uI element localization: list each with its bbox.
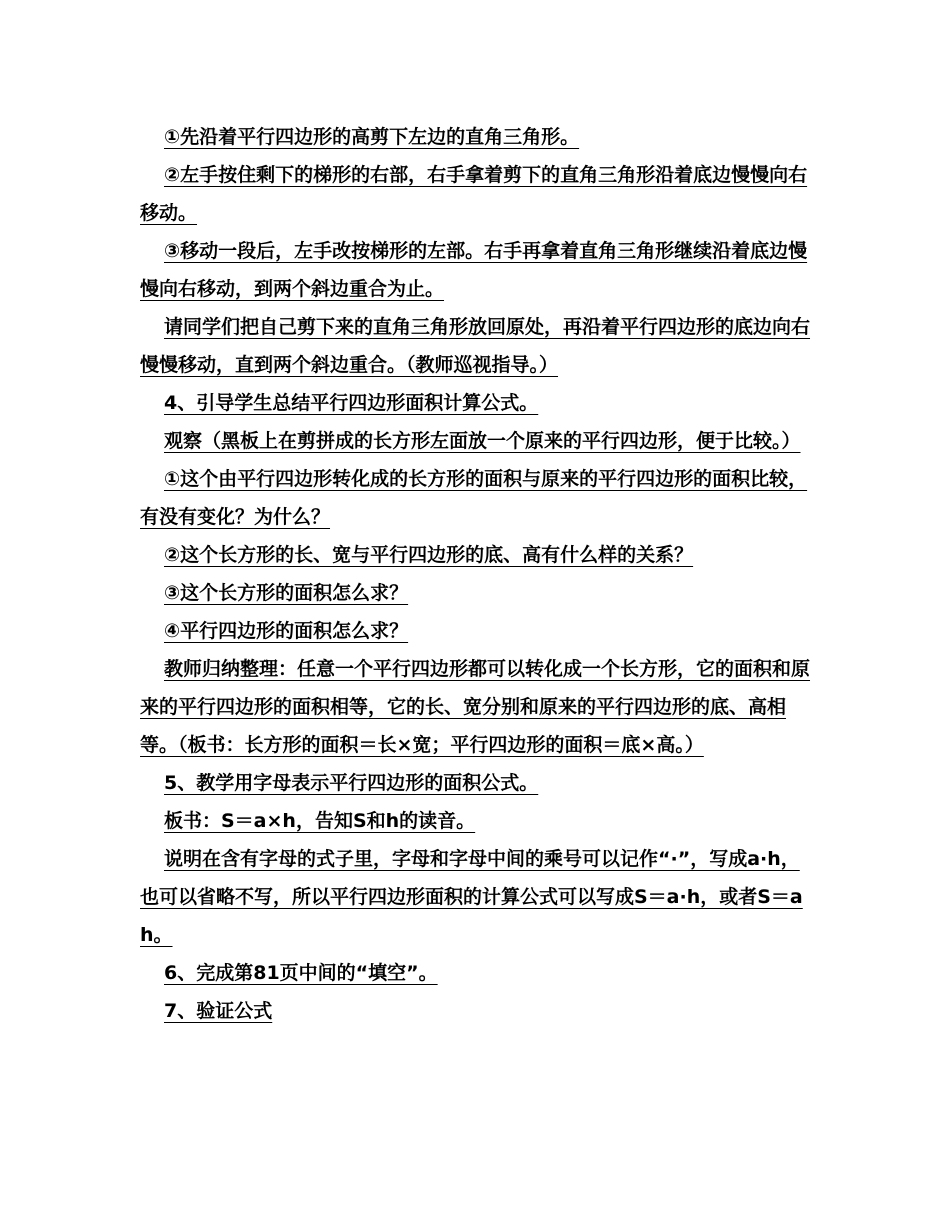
- explanation-paragraph: 说明在含有字母的式子里，字母和字母中间的乘号可以记作“·”，写成a·h，也可以省略不写，所以平行四边形面积的计算公式可以写成S＝a·h，或者S＝ah。: [140, 848, 803, 946]
- blackboard-formula-paragraph: 板书：S＝a×h，告知S和h的读音。: [164, 810, 476, 832]
- section-4-heading: 4、引导学生总结平行四边形面积计算公式。: [164, 392, 539, 414]
- step-1-paragraph: ①先沿着平行四边形的高剪下左边的直角三角形。: [164, 126, 580, 148]
- question-4-paragraph: ④平行四边形的面积怎么求？: [164, 620, 409, 642]
- document-page: [140, 118, 812, 1030]
- student-activity-paragraph: 请同学们把自己剪下来的直角三角形放回原处，再沿着平行四边形的底边向右慢慢移动，直到两个斜边重合。（教师巡视指导。）: [140, 316, 811, 376]
- question-1-paragraph: ①这个由平行四边形转化成的长方形的面积与原来的平行四边形的面积比较，有没有变化？为什么？: [140, 468, 808, 528]
- section-5-heading: 5、教学用字母表示平行四边形的面积公式。: [164, 772, 539, 794]
- section-7-heading: 7、验证公式: [164, 1000, 273, 1022]
- section-6-heading: 6、完成第81页中间的“填空”。: [164, 962, 438, 984]
- question-2-paragraph: ②这个长方形的长、宽与平行四边形的底、高有什么样的关系？: [164, 544, 694, 566]
- step-2-paragraph: ②左手按住剩下的梯形的右部，右手拿着剪下的直角三角形沿着底边慢慢向右移动。: [140, 164, 808, 224]
- step-3-paragraph: ③移动一段后，左手改按梯形的左部。右手再拿着直角三角形继续沿着底边慢慢向右移动，到两个斜边重合为止。: [140, 240, 808, 300]
- teacher-summary-paragraph: 教师归纳整理：任意一个平行四边形都可以转化成一个长方形，它的面积和原来的平行四边形的面积相等，它的长、宽分别和原来的平行四边形的底、高相等。（板书：长方形的面积＝长×宽；平行四边形的面积＝底×高。）: [140, 658, 811, 756]
- question-3-paragraph: ③这个长方形的面积怎么求？: [164, 582, 409, 604]
- observation-paragraph: 观察（黑板上在剪拼成的长方形左面放一个原来的平行四边形，便于比较。）: [164, 430, 801, 452]
